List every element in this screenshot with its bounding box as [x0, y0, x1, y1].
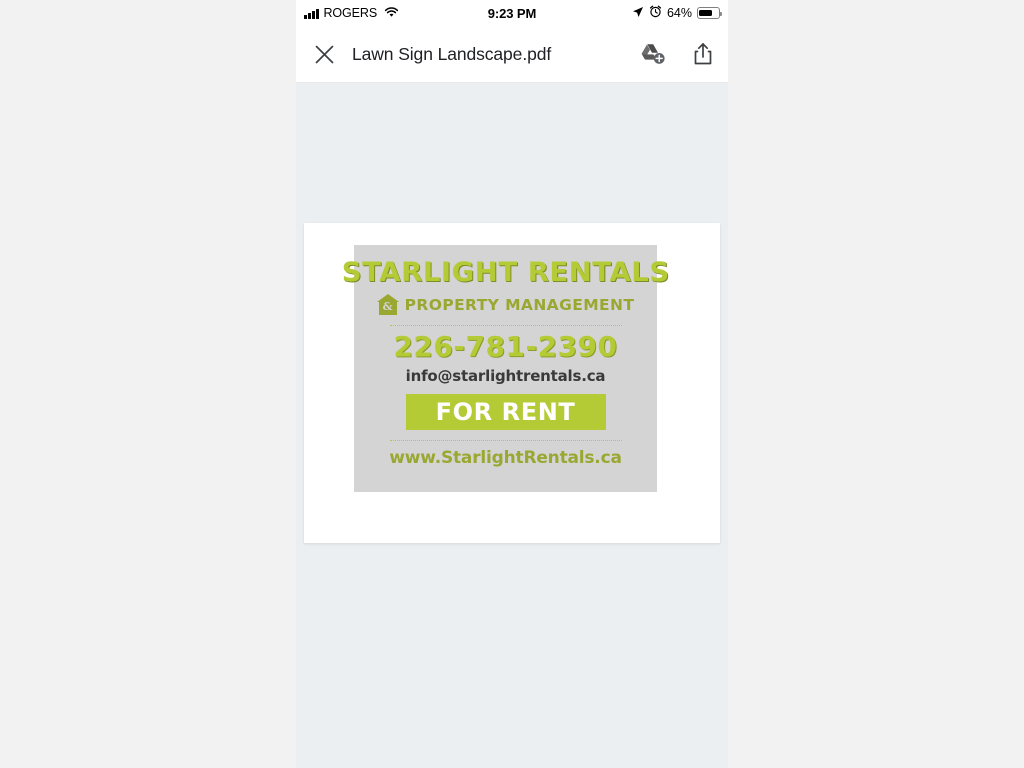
share-button[interactable]	[678, 26, 728, 82]
lawn-sign-artwork	[341, 245, 670, 492]
alarm-clock-icon	[649, 5, 662, 21]
status-bar	[296, 0, 728, 26]
status-bar-clock: 9:23 PM	[487, 5, 537, 21]
location-arrow-icon	[632, 6, 644, 21]
sign-phone-number: 226-781-2390	[393, 330, 618, 363]
phone-screen	[296, 0, 728, 768]
battery-percent-label: 64%	[666, 6, 692, 20]
sign-divider-top	[390, 325, 622, 326]
save-to-drive-button[interactable]	[628, 26, 678, 82]
close-icon	[315, 45, 334, 64]
sign-for-rent-banner: FOR RENT	[406, 394, 606, 430]
ampersand-label: &	[382, 300, 393, 313]
sign-company-name: STARLIGHT RENTALS	[341, 257, 670, 288]
document-viewer[interactable]	[296, 83, 728, 768]
sign-divider-bottom	[390, 440, 622, 441]
share-icon	[693, 42, 713, 66]
close-button[interactable]	[296, 26, 352, 82]
status-bar-right	[632, 5, 720, 21]
house-icon	[377, 294, 399, 316]
sign-website: www.StarlightRentals.ca	[389, 448, 622, 468]
sign-email: info@starlightrentals.ca	[405, 367, 606, 385]
pdf-page	[304, 223, 720, 543]
carrier-label: ROGERS	[323, 6, 378, 20]
google-drive-add-icon	[640, 42, 666, 66]
sign-subtitle-row	[377, 294, 635, 316]
battery-icon	[697, 7, 720, 19]
app-bar	[296, 26, 728, 83]
document-title: Lawn Sign Landscape.pdf	[352, 43, 552, 64]
sign-subtitle: PROPERTY MANAGEMENT	[404, 296, 635, 314]
